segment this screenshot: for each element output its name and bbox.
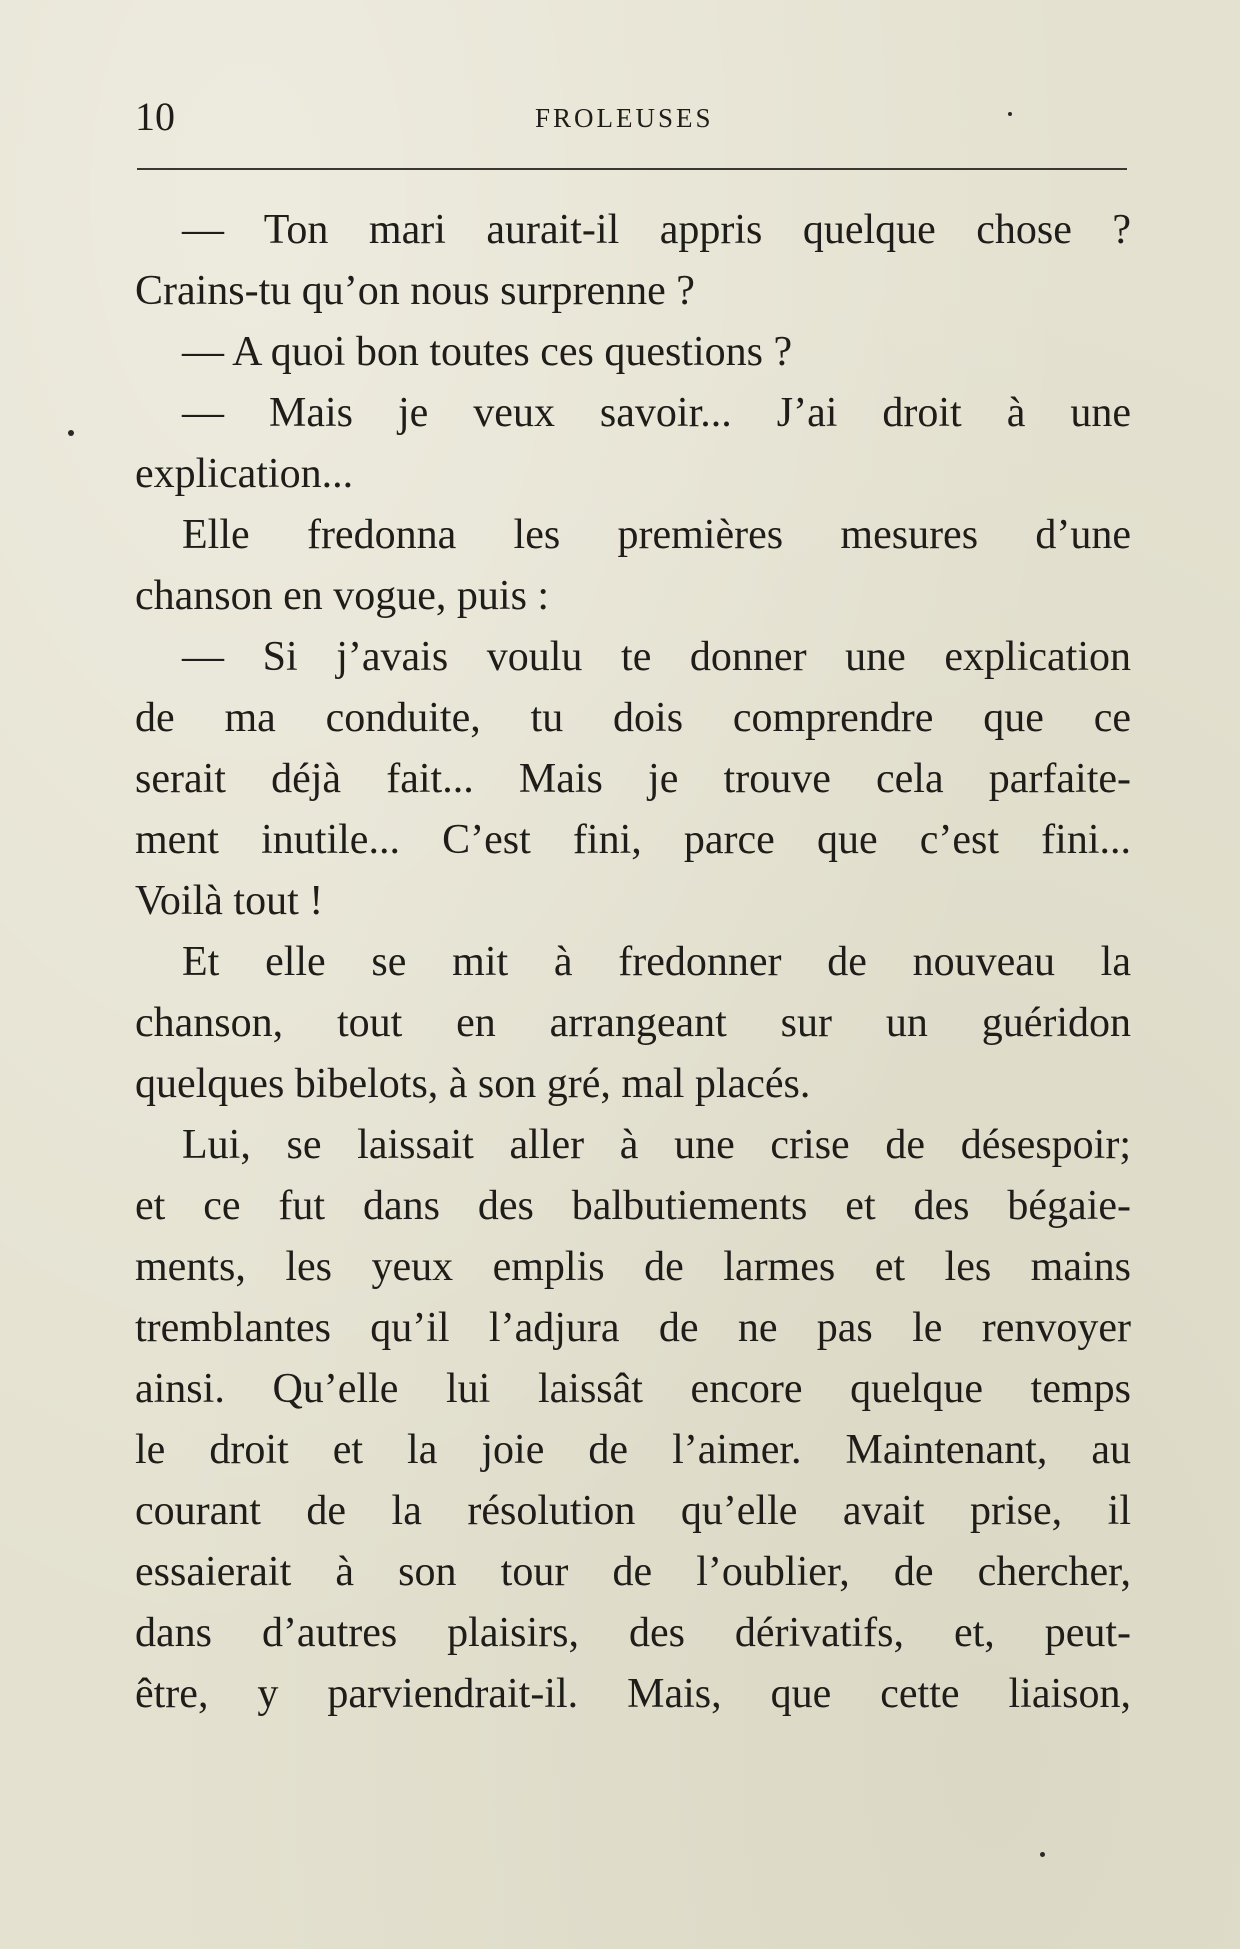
text-line: Voilà tout ! <box>135 878 324 924</box>
text-line: courant de la résolution qu’elle avait prise, il <box>135 1488 1131 1534</box>
text-line: le droit et la joie de l’aimer. Maintenant, au <box>135 1427 1131 1473</box>
text-line: — Si j’avais voulu te donner une explication <box>182 634 1131 680</box>
text-line: serait déjà fait... Mais je trouve cela parfaite- <box>135 756 1131 802</box>
paper-speck <box>1008 112 1012 116</box>
text-line: Elle fredonna les premières mesures d’une <box>182 512 1131 558</box>
text-line: dans d’autres plaisirs, des dérivatifs, et, peut- <box>135 1610 1131 1656</box>
page-header <box>135 92 1130 142</box>
text-line: — Mais je veux savoir... J’ai droit à une <box>182 390 1131 436</box>
text-line: Crains-tu qu’on nous surprenne ? <box>135 268 695 314</box>
page-number: 10 <box>135 94 175 139</box>
text-line: de ma conduite, tu dois comprendre que ce <box>135 695 1131 741</box>
body-text <box>135 200 1131 1725</box>
text-line: ments, les yeux emplis de larmes et les mains <box>135 1244 1131 1290</box>
text-line: chanson, tout en arrangeant sur un guéridon <box>135 1000 1131 1046</box>
text-line: tremblantes qu’il l’adjura de ne pas le renvoyer <box>135 1305 1131 1351</box>
text-line: — Ton mari aurait-il appris quelque chose ? <box>182 207 1131 253</box>
text-line: et ce fut dans des balbutiements et des bégaie- <box>135 1183 1131 1229</box>
text-line: explication... <box>135 451 354 497</box>
text-line: ainsi. Qu’elle lui laissât encore quelque temps <box>135 1366 1131 1412</box>
text-line: Lui, se laissait aller à une crise de désespoir; <box>182 1122 1131 1168</box>
header-rule <box>137 168 1127 170</box>
text-line: Et elle se mit à fredonner de nouveau la <box>182 939 1131 985</box>
text-line: quelques bibelots, à son gré, mal placés. <box>135 1061 811 1107</box>
running-title: FROLEUSES <box>535 103 714 133</box>
text-line: — A quoi bon toutes ces questions ? <box>182 329 793 375</box>
text-line: chanson en vogue, puis : <box>135 573 550 619</box>
text-line: ment inutile... C’est fini, parce que c’est fini... <box>135 817 1131 863</box>
text-line: essaierait à son tour de l’oublier, de chercher, <box>135 1549 1131 1595</box>
paper-speck <box>1040 1852 1045 1857</box>
text-line: être, y parviendrait-il. Mais, que cette liaison, <box>135 1671 1131 1717</box>
paper-speck <box>68 430 74 436</box>
